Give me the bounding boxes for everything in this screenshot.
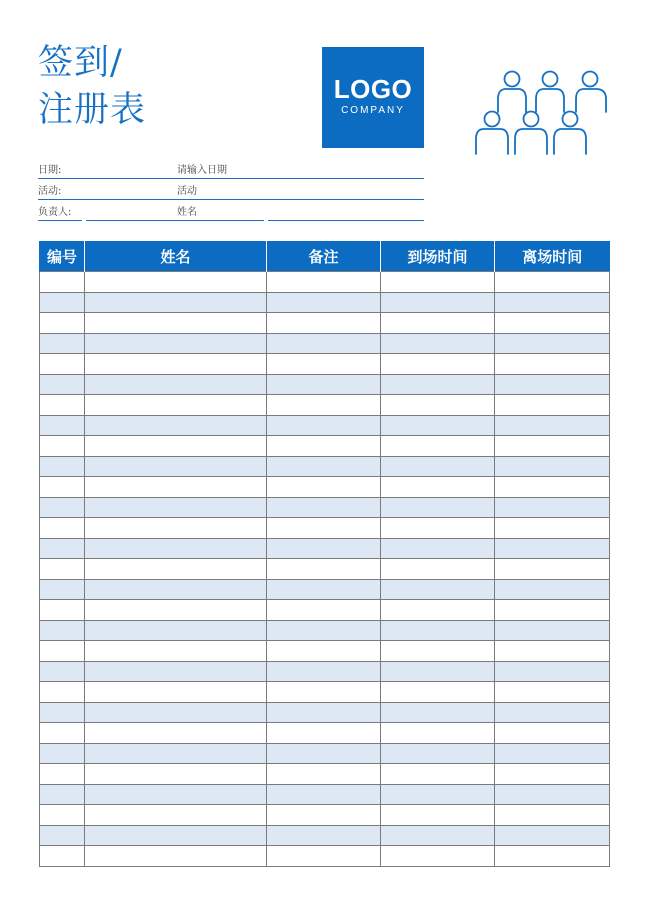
person-underline-name [86, 220, 264, 221]
table-cell[interactable] [40, 846, 85, 867]
table-cell[interactable] [40, 374, 85, 395]
person-underline-extra [268, 220, 424, 221]
table-cell[interactable] [267, 600, 381, 621]
table-row [40, 374, 610, 395]
table-cell[interactable] [267, 784, 381, 805]
person-input[interactable]: 姓名 [177, 207, 197, 218]
table-cell[interactable] [495, 559, 610, 580]
table-cell[interactable] [85, 477, 267, 498]
table-cell[interactable] [85, 846, 267, 867]
table-cell[interactable] [85, 415, 267, 436]
table-row [40, 723, 610, 744]
table-cell[interactable] [381, 702, 495, 723]
table-cell[interactable] [85, 702, 267, 723]
table-cell[interactable] [85, 292, 267, 313]
table-cell[interactable] [267, 641, 381, 662]
activity-label: 活动: [38, 186, 62, 197]
table-cell[interactable] [267, 292, 381, 313]
table-cell[interactable] [85, 518, 267, 539]
table-cell[interactable] [495, 477, 610, 498]
table-cell[interactable] [267, 497, 381, 518]
person-underline-label [38, 220, 82, 221]
table-cell[interactable] [40, 272, 85, 293]
table-row [40, 661, 610, 682]
table-cell[interactable] [495, 415, 610, 436]
table-cell[interactable] [381, 805, 495, 826]
table-cell[interactable] [40, 333, 85, 354]
title-line-1: 签到/ [38, 43, 123, 83]
table-row [40, 436, 610, 457]
table-cell[interactable] [40, 805, 85, 826]
table-cell[interactable] [381, 497, 495, 518]
group-of-people-icon [472, 68, 612, 158]
table-cell[interactable] [85, 825, 267, 846]
header-name: 姓名 [85, 241, 267, 272]
table-cell[interactable] [495, 333, 610, 354]
table-row [40, 292, 610, 313]
page-title [38, 40, 146, 134]
table-cell[interactable] [40, 497, 85, 518]
table-cell[interactable] [85, 764, 267, 785]
table-cell[interactable] [85, 743, 267, 764]
table-cell[interactable] [495, 579, 610, 600]
table-cell[interactable] [381, 538, 495, 559]
table-row [40, 354, 610, 375]
table-cell[interactable] [85, 436, 267, 457]
table-cell[interactable] [267, 805, 381, 826]
table-cell[interactable] [495, 743, 610, 764]
table-cell[interactable] [495, 497, 610, 518]
table-row [40, 395, 610, 416]
table-cell[interactable] [267, 415, 381, 436]
table-cell[interactable] [381, 395, 495, 416]
table-cell[interactable] [85, 354, 267, 375]
title-line-2: 注册表 [38, 90, 147, 130]
table-cell[interactable] [267, 682, 381, 703]
table-cell[interactable] [495, 313, 610, 334]
table-cell[interactable] [267, 395, 381, 416]
table-cell[interactable] [267, 518, 381, 539]
table-cell[interactable] [85, 600, 267, 621]
table-cell[interactable] [495, 292, 610, 313]
table-row [40, 333, 610, 354]
table-row [40, 846, 610, 867]
table-row [40, 825, 610, 846]
table-cell[interactable] [381, 436, 495, 457]
table-cell[interactable] [495, 682, 610, 703]
table-cell[interactable] [40, 313, 85, 334]
table-cell[interactable] [381, 825, 495, 846]
table-cell[interactable] [495, 600, 610, 621]
table-cell[interactable] [495, 374, 610, 395]
table-cell[interactable] [495, 661, 610, 682]
table-cell[interactable] [40, 620, 85, 641]
table-cell[interactable] [267, 538, 381, 559]
table-cell[interactable] [267, 723, 381, 744]
table-cell[interactable] [495, 436, 610, 457]
table-cell[interactable] [85, 661, 267, 682]
date-row [38, 158, 424, 179]
table-cell[interactable] [85, 620, 267, 641]
table-cell[interactable] [85, 538, 267, 559]
activity-row [38, 179, 424, 200]
table-cell[interactable] [495, 272, 610, 293]
table-cell[interactable] [495, 784, 610, 805]
table-row [40, 313, 610, 334]
table-cell[interactable] [40, 477, 85, 498]
table-row [40, 456, 610, 477]
table-cell[interactable] [40, 579, 85, 600]
person-label: 负责人: [38, 207, 72, 218]
table-cell[interactable] [267, 313, 381, 334]
table-cell[interactable] [85, 723, 267, 744]
logo-text: LOGO [333, 74, 413, 104]
table-cell[interactable] [40, 743, 85, 764]
table-row [40, 784, 610, 805]
table-row [40, 620, 610, 641]
table-cell[interactable] [267, 702, 381, 723]
table-cell[interactable] [85, 682, 267, 703]
table-cell[interactable] [267, 825, 381, 846]
table-cell[interactable] [381, 272, 495, 293]
table-cell[interactable] [40, 825, 85, 846]
table-cell[interactable] [495, 518, 610, 539]
table-cell[interactable] [381, 600, 495, 621]
table-cell[interactable] [267, 272, 381, 293]
table-cell[interactable] [267, 764, 381, 785]
table-cell[interactable] [381, 456, 495, 477]
table-cell[interactable] [267, 436, 381, 457]
header-number: 编号 [40, 241, 85, 272]
table-row [40, 538, 610, 559]
table-cell[interactable] [267, 559, 381, 580]
table-cell[interactable] [495, 456, 610, 477]
table-cell[interactable] [267, 661, 381, 682]
header-note: 备注 [267, 241, 381, 272]
table-cell[interactable] [381, 784, 495, 805]
table-cell[interactable] [40, 292, 85, 313]
table-cell[interactable] [381, 333, 495, 354]
table-cell[interactable] [381, 477, 495, 498]
table-cell[interactable] [495, 641, 610, 662]
table-cell[interactable] [85, 784, 267, 805]
table-cell[interactable] [40, 415, 85, 436]
table-cell[interactable] [495, 764, 610, 785]
table-cell[interactable] [381, 723, 495, 744]
table-cell[interactable] [85, 456, 267, 477]
table-cell[interactable] [40, 559, 85, 580]
table-cell[interactable] [495, 723, 610, 744]
table-cell[interactable] [381, 559, 495, 580]
table-cell[interactable] [495, 354, 610, 375]
table-cell[interactable] [267, 846, 381, 867]
table-row [40, 415, 610, 436]
table-row [40, 764, 610, 785]
table-cell[interactable] [381, 846, 495, 867]
table-cell[interactable] [381, 764, 495, 785]
table-row [40, 805, 610, 826]
table-row [40, 682, 610, 703]
table-cell[interactable] [40, 764, 85, 785]
table-cell[interactable] [40, 395, 85, 416]
table-cell[interactable] [85, 559, 267, 580]
table-cell[interactable] [381, 518, 495, 539]
table-row [40, 641, 610, 662]
table-cell[interactable] [267, 333, 381, 354]
table-cell[interactable] [40, 723, 85, 744]
table-cell[interactable] [40, 538, 85, 559]
table-cell[interactable] [381, 579, 495, 600]
table-cell[interactable] [85, 497, 267, 518]
table-cell[interactable] [381, 374, 495, 395]
table-cell[interactable] [381, 661, 495, 682]
table-cell[interactable] [267, 477, 381, 498]
table-cell[interactable] [85, 395, 267, 416]
table-cell[interactable] [85, 374, 267, 395]
table-cell[interactable] [40, 641, 85, 662]
table-row [40, 497, 610, 518]
table-cell[interactable] [495, 805, 610, 826]
table-row [40, 559, 610, 580]
table-cell[interactable] [495, 702, 610, 723]
table-cell[interactable] [267, 374, 381, 395]
table-cell[interactable] [381, 682, 495, 703]
table-cell[interactable] [381, 292, 495, 313]
company-logo [322, 47, 424, 148]
table-cell[interactable] [381, 641, 495, 662]
table-cell[interactable] [40, 600, 85, 621]
table-header-row [40, 241, 610, 272]
date-input[interactable]: 请输入日期 [177, 165, 227, 176]
table-row [40, 579, 610, 600]
table-cell[interactable] [85, 272, 267, 293]
table-cell[interactable] [40, 354, 85, 375]
table-cell[interactable] [267, 743, 381, 764]
table-cell[interactable] [381, 620, 495, 641]
table-cell[interactable] [40, 436, 85, 457]
table-row [40, 743, 610, 764]
table-cell[interactable] [381, 313, 495, 334]
header-arrival-time: 到场时间 [381, 241, 495, 272]
table-cell[interactable] [40, 661, 85, 682]
table-cell[interactable] [85, 805, 267, 826]
table-cell[interactable] [40, 702, 85, 723]
table-cell[interactable] [267, 354, 381, 375]
table-cell[interactable] [381, 743, 495, 764]
table-row [40, 477, 610, 498]
header-departure-time: 离场时间 [495, 241, 610, 272]
table-cell[interactable] [267, 579, 381, 600]
table-cell[interactable] [495, 620, 610, 641]
table-cell[interactable] [40, 518, 85, 539]
table-cell[interactable] [40, 456, 85, 477]
table-cell[interactable] [40, 682, 85, 703]
table-cell[interactable] [495, 825, 610, 846]
table-body [40, 272, 610, 867]
sign-in-table [39, 241, 610, 867]
table-cell[interactable] [85, 579, 267, 600]
info-section [38, 158, 424, 221]
table-cell[interactable] [381, 415, 495, 436]
table-cell[interactable] [267, 456, 381, 477]
table-cell[interactable] [85, 641, 267, 662]
table-row [40, 272, 610, 293]
activity-input[interactable]: 活动 [177, 186, 197, 197]
table-cell[interactable] [495, 846, 610, 867]
person-row [38, 200, 424, 221]
date-label: 日期: [38, 165, 62, 176]
table-cell[interactable] [85, 313, 267, 334]
table-cell[interactable] [495, 538, 610, 559]
table-cell[interactable] [85, 333, 267, 354]
table-cell[interactable] [381, 354, 495, 375]
table-row [40, 518, 610, 539]
table-cell[interactable] [267, 620, 381, 641]
table-cell[interactable] [40, 784, 85, 805]
table-row [40, 600, 610, 621]
table-cell[interactable] [495, 395, 610, 416]
table-row [40, 702, 610, 723]
logo-company-text: COMPANY [341, 105, 405, 116]
